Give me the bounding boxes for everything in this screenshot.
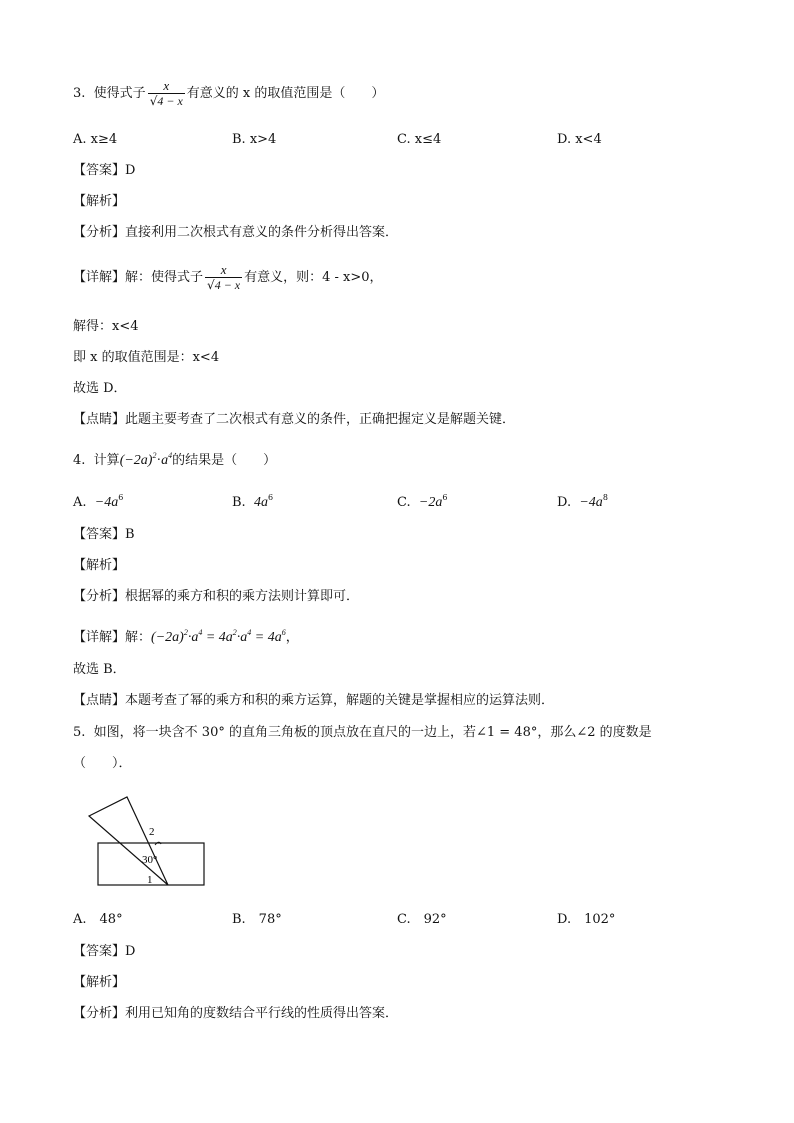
q4-analysis-heading: 【解析】 [73,558,126,573]
q5-option-a[interactable]: A. 48° [73,912,123,927]
q5-figure [84,792,214,892]
q4-detail-equation: $(-2a)^2\cdot a^4 = 4a^2\cdot a^4 = 4a^6$ [151,628,286,645]
q3-comment: 【点睛】此题主要考查了二次根式有意义的条件，正确把握定义是解题关键． [73,412,516,427]
q4-option-c[interactable]: C. $-2a^6$ [397,493,448,510]
angle-2-label: 2 [149,826,155,838]
q5-option-b[interactable]: B. 78° [232,912,282,927]
q4-option-d[interactable]: D. $-4a^8$ [557,493,608,510]
q3-detail: 【详解】解：使得式子 $\frac{x}{√4 - x}$ 有意义，则：4 - x>0， [73,262,383,292]
q5-fenxi: 【分析】利用已知角的度数结合平行线的性质得出答案． [73,1006,399,1021]
q5-option-d[interactable]: D. 102° [557,912,616,927]
q3-option-c[interactable]: C. x≤4 [397,132,442,147]
q3-step-1: 解得：x<4 [73,319,139,334]
q3-fraction: $\frac{x}{√4 - x}$ [149,78,183,108]
angle-1-label: 1 [147,874,153,886]
q4-stem: 4. 计算$(-2a)^2\cdot a^4$的结果是（ ） [73,451,277,468]
q3-option-d[interactable]: D. x<4 [557,132,602,147]
q3-analysis-heading: 【解析】 [73,194,126,209]
q4-option-a[interactable]: A. $-4a^6$ [73,493,124,510]
q4-step-1: 故选 B． [73,662,126,677]
q3-option-b[interactable]: B. x>4 [232,132,277,147]
q3-step-3: 故选 D． [73,381,127,396]
q3-detail-fraction: $\frac{x}{√4 - x}$ [207,262,241,292]
q5-analysis-heading: 【解析】 [73,975,126,990]
q3-stem: 3. 使得式子 $\frac{x}{√4 - x}$ 有意义的 x 的取值范围是（ ） [73,78,385,108]
q4-answer: 【答案】B [73,527,135,542]
q4-detail: 【详解】解：$(-2a)^2\cdot a^4 = 4a^2\cdot a^4 = 4a^6$， [73,628,299,645]
angle-30-label: 30° [142,854,158,866]
q5-option-c[interactable]: C. 92° [397,912,447,927]
q3-fenxi: 【分析】直接利用二次根式有意义的条件分析得出答案． [73,225,399,240]
q5-stem-line2: （ ）． [73,756,132,771]
q3-answer: 【答案】D [73,163,136,178]
q5-answer: 【答案】D [73,944,136,959]
q3-option-a[interactable]: A. x≥4 [73,132,118,147]
triangle [89,797,168,885]
q4-comment: 【点睛】本题考查了幂的乘方和积的乘方运算，解题的关键是掌握相应的运算法则． [73,693,555,708]
q5-stem: 5. 如图，将一块含不 30° 的直角三角板的顶点放在直尺的一边上，若∠1 = 48°，那么∠2 的度数是 [73,725,652,740]
q4-fenxi: 【分析】根据幂的乘方和积的乘方法则计算即可． [73,589,360,604]
q4-expression: $(-2a)^2\cdot a^4$ [119,451,173,468]
q4-option-b[interactable]: B. $4a^6$ [232,493,274,510]
q3-step-2: 即 x 的取值范围是：x<4 [73,350,220,365]
